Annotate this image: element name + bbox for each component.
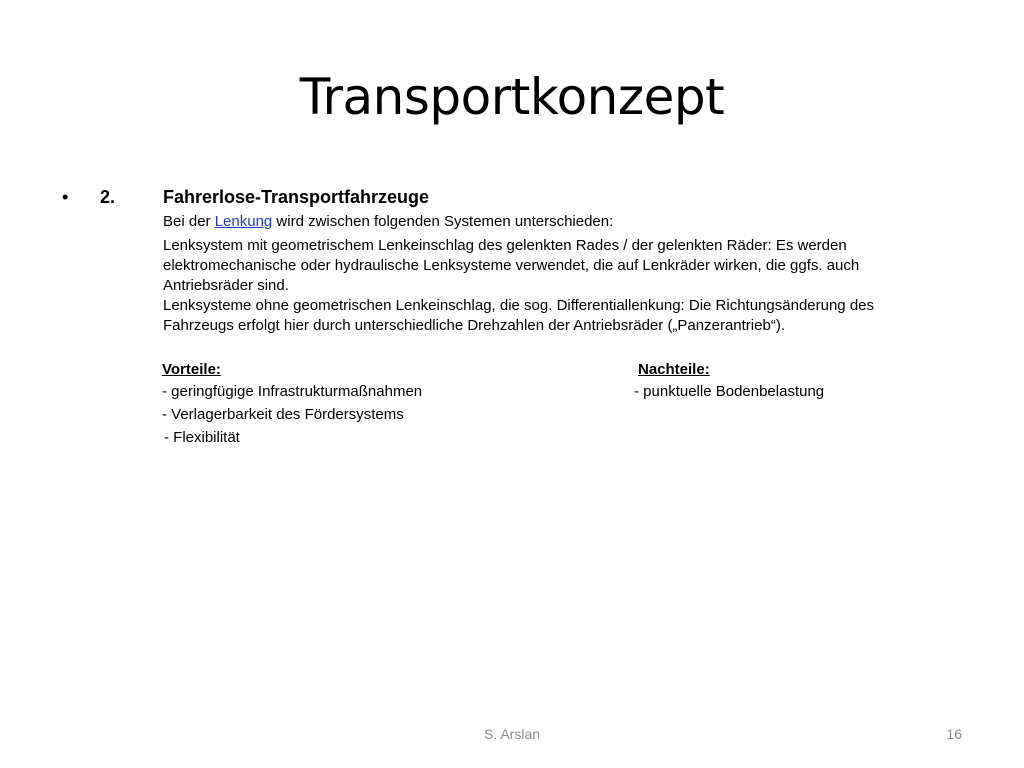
lenkung-link[interactable]: Lenkung bbox=[214, 213, 273, 230]
steering-differential-paragraph: Lenksysteme ohne geometrischen Lenkeinschlag, die sog. Differentiallenkung: Die Richtungsänderung des Fahrzeugs erfolgt hier durch unterschiedliche Drehzahlen der Antriebsräder („Panzerantrieb“). bbox=[163, 297, 874, 334]
footer-author: S. Arslan bbox=[483, 726, 541, 742]
item-heading: Fahrerlose-Transportfahrzeuge bbox=[163, 187, 430, 207]
nachteile-item: - punktuelle Bodenbelastung bbox=[634, 383, 825, 400]
vorteile-item: - Verlagerbarkeit des Fördersystems bbox=[162, 406, 404, 423]
vorteile-heading: Vorteile: bbox=[162, 361, 221, 378]
nachteile-heading: Nachteile: bbox=[638, 361, 710, 378]
slide-title: Transportkonzept bbox=[299, 68, 725, 126]
vorteile-item: - geringfügige Infrastrukturmaßnahmen bbox=[162, 383, 423, 400]
page-number: 16 bbox=[946, 726, 962, 742]
vorteile-item: - Flexibilität bbox=[164, 429, 240, 446]
bullet-marker: • bbox=[62, 187, 69, 207]
intro-paragraph bbox=[163, 212, 923, 232]
steering-geometric-paragraph: Lenksystem mit geometrischem Lenkeinschlag des gelenkten Rades / der gelenkten Räder: Es werden elektromechanische oder hydraulische Lenksysteme verwendet, die auf Lenkräder wirken, die ggfs. auch Antriebsräder sind. bbox=[163, 237, 860, 294]
intro-text-after: wird zwischen folgenden Systemen unterschieden: bbox=[272, 213, 614, 230]
item-number: 2. bbox=[100, 187, 116, 207]
intro-text-before: Bei der bbox=[163, 213, 215, 230]
